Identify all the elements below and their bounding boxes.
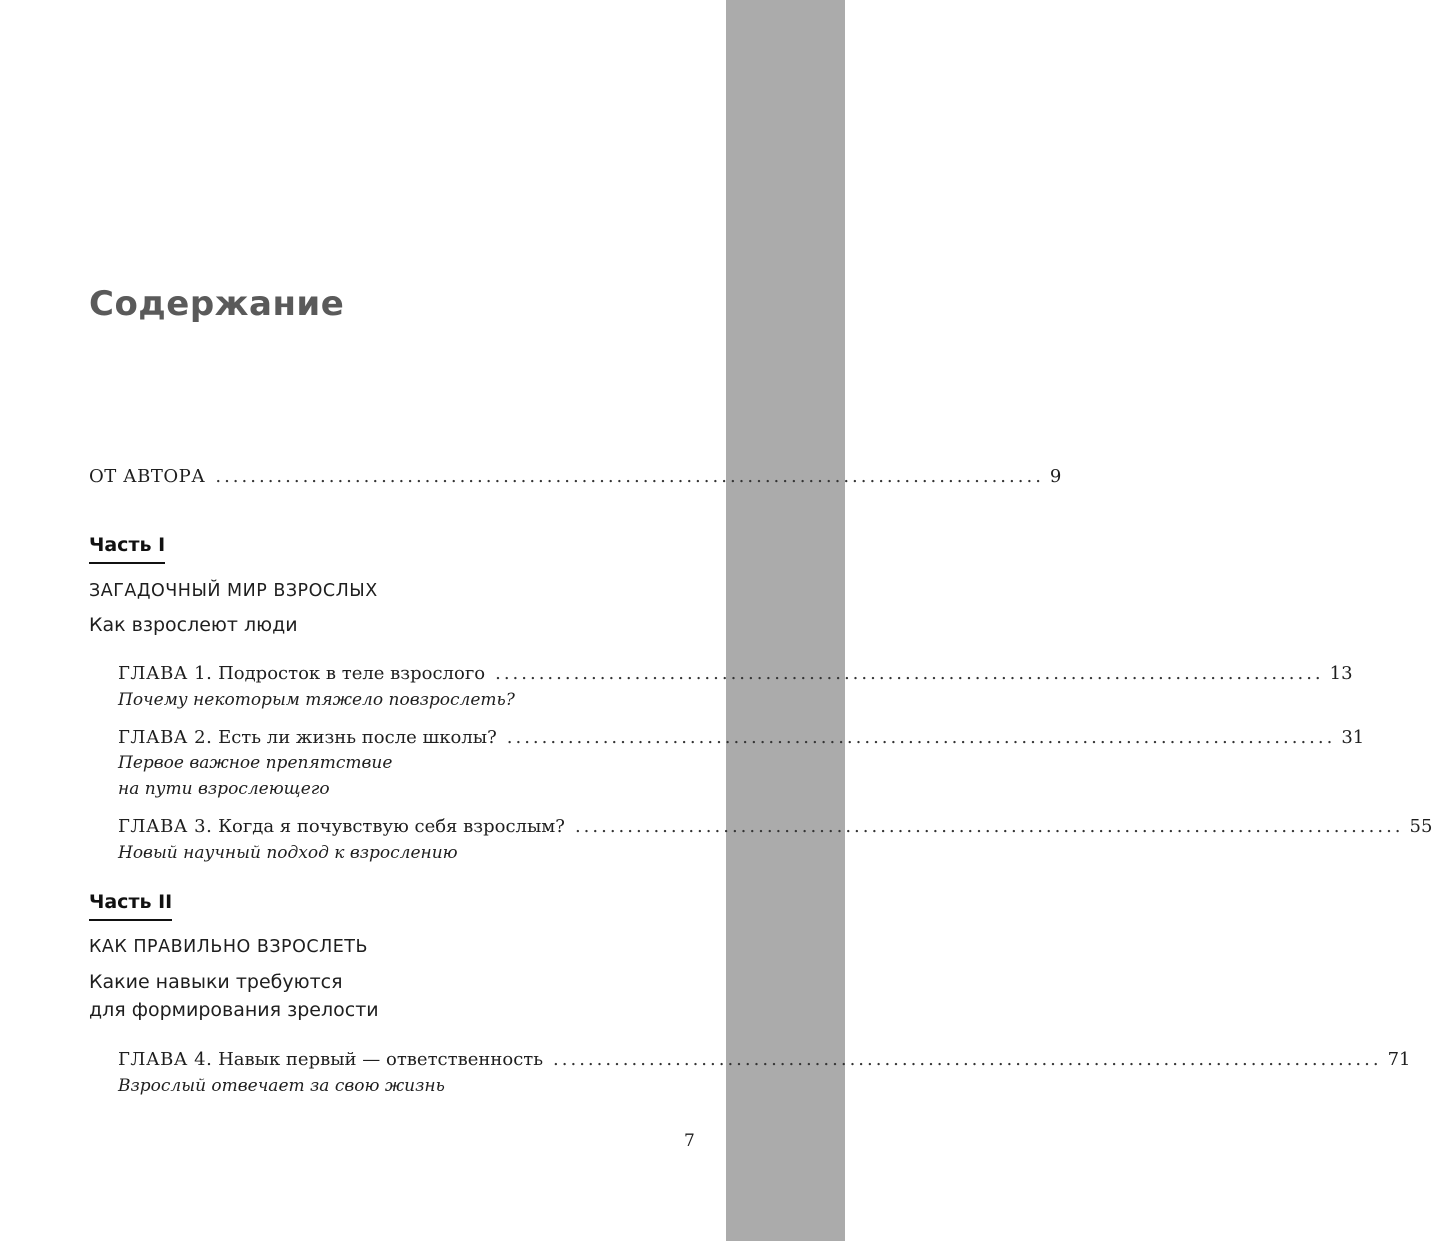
- toc-entry-chapter-1[interactable]: [118, 662, 1353, 686]
- page-number: 13: [1329, 663, 1353, 684]
- preface-label: ОТ АВТОРА: [89, 466, 206, 487]
- page-folio: 7: [684, 1131, 695, 1151]
- chapter-4-subtitle: Взрослый отвечает за свою жизнь: [118, 1076, 445, 1096]
- toc-entry-chapter-3[interactable]: [118, 815, 1432, 839]
- part-2-label: Часть II: [89, 890, 172, 921]
- toc-entry-chapter-2[interactable]: [118, 726, 1365, 750]
- chapter-prefix: ГЛАВА 2.: [118, 727, 213, 748]
- chapter-title: Когда я почувствую себя взрослым?: [218, 816, 565, 837]
- dot-leader: ...............................................................................................: [215, 466, 1044, 487]
- part-2-subtitle: Какие навыки требуются для формирования зрелости: [89, 971, 379, 1021]
- page-number: 31: [1341, 727, 1365, 748]
- chapter-prefix: ГЛАВА 1.: [118, 663, 213, 684]
- page-number: 55: [1409, 816, 1432, 837]
- chapter-prefix: ГЛАВА 3.: [118, 816, 213, 837]
- toc-entry-preface[interactable]: [89, 465, 1062, 489]
- chapter-title: Есть ли жизнь после школы?: [218, 727, 497, 748]
- part-1-name: ЗАГАДОЧНЫЙ МИР ВЗРОСЛЫХ: [89, 581, 378, 601]
- chapter-title: Навык первый — ответственность: [218, 1049, 544, 1070]
- chapter-3-subtitle: Новый научный подход к взрослению: [118, 843, 458, 863]
- dot-leader: ...............................................................................................: [574, 816, 1404, 837]
- toc-entry-chapter-4[interactable]: [118, 1048, 1411, 1072]
- chapter-2-subtitle: Первое важное препятствие на пути взрослеющего: [118, 753, 393, 799]
- part-2-name: КАК ПРАВИЛЬНО ВЗРОСЛЕТЬ: [89, 937, 369, 957]
- chapter-prefix: ГЛАВА 4.: [118, 1049, 213, 1070]
- dot-leader: ...............................................................................................: [553, 1049, 1382, 1070]
- part-1-label: Часть I: [89, 533, 165, 564]
- chapter-title: Подросток в теле взрослого: [218, 663, 486, 684]
- page-number: 71: [1387, 1049, 1411, 1070]
- page-number: 9: [1049, 466, 1062, 487]
- part-1-subtitle: Как взрослеют люди: [89, 614, 298, 636]
- page-title: Содержание: [89, 284, 345, 324]
- chapter-1-subtitle: Почему некоторым тяжело повзрослеть?: [118, 690, 515, 710]
- dot-leader: ...............................................................................................: [495, 663, 1324, 684]
- dot-leader: ...............................................................................................: [506, 727, 1336, 748]
